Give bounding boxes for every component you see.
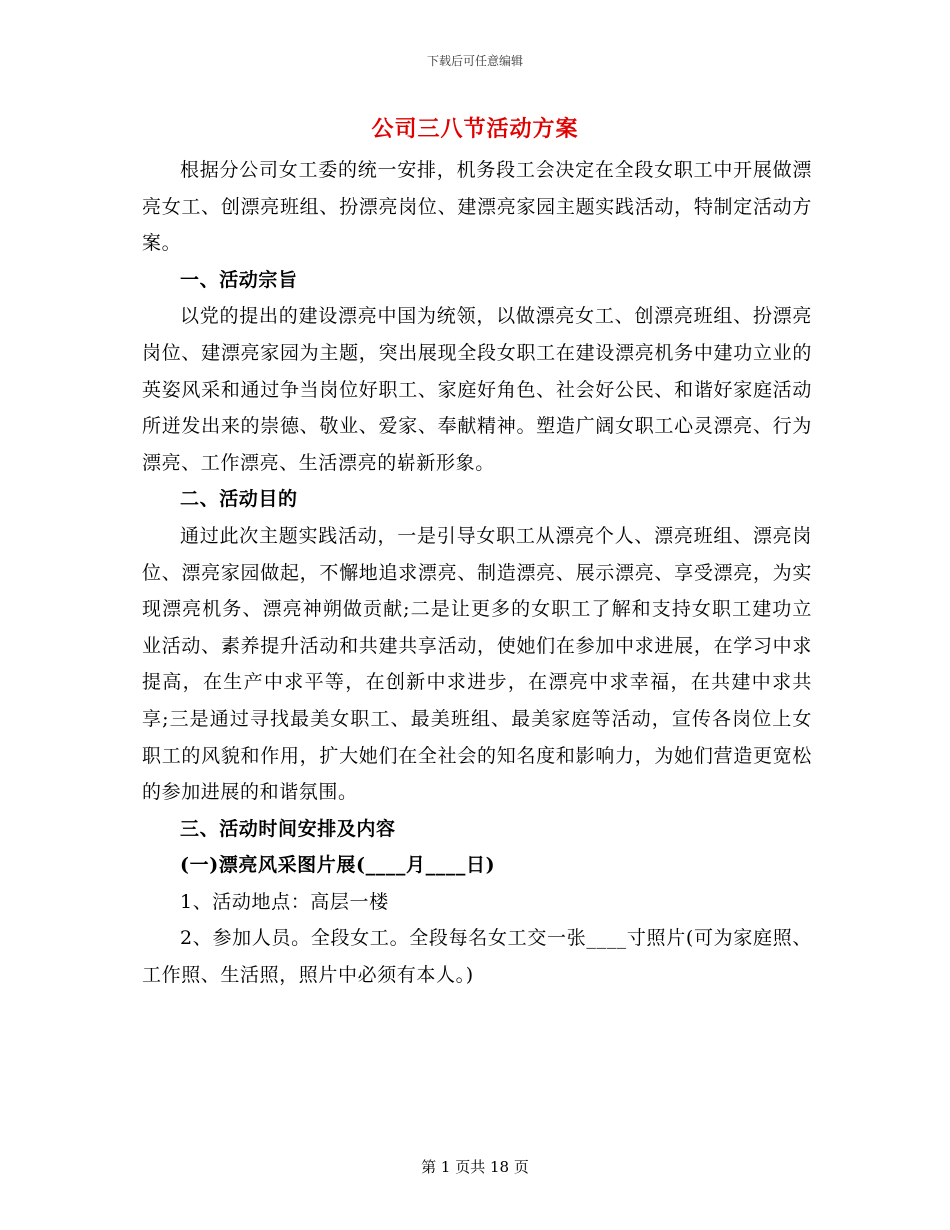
list-item-participants: 2、参加人员。全段女工。全段每名女工交一张____寸照片(可为家庭照、工作照、生活照，照片中必须有本人。) [142, 927, 812, 987]
document-body [142, 152, 812, 994]
section-heading-purpose: 一、活动宗旨 [180, 268, 298, 291]
intro-paragraph: 根据分公司女工委的统一安排，机务段工会决定在全段女职工中开展做漂亮女工、创漂亮班组、扮漂亮岗位、建漂亮家园主题实践活动，特制定活动方案。 [142, 159, 812, 255]
list-item-location: 1、活动地点：高层一楼 [180, 890, 389, 913]
subsection-heading-photo-exhibit: (一)漂亮风采图片展(____月____日) [180, 854, 496, 877]
page-header: 下载后可任意编辑 [426, 54, 523, 68]
section-heading-goal: 二、活动目的 [180, 488, 298, 511]
page-footer: 第 1 页共 18 页 [421, 1158, 529, 1176]
section-heading-schedule: 三、活动时间安排及内容 [180, 817, 396, 840]
purpose-paragraph: 以党的提出的建设漂亮中国为统领，以做漂亮女工、创漂亮班组、扮漂亮岗位、建漂亮家园为主题，突出展现全段女职工在建设漂亮机务中建功立业的英姿风采和通过争当岗位好职工、家庭好角色、社会好公民、和谐好家庭活动所迸发出来的崇德、敬业、爱家、奉献精神。塑造广阔女职工心灵漂亮、行为漂亮、工作漂亮、生活漂亮的崭新形象。 [142, 305, 812, 474]
document-title: 公司三八节活动方案 [371, 116, 579, 142]
goal-paragraph: 通过此次主题实践活动，一是引导女职工从漂亮个人、漂亮班组、漂亮岗位、漂亮家园做起，不懈地追求漂亮、制造漂亮、展示漂亮、享受漂亮，为实现漂亮机务、漂亮神朔做贡献;二是让更多的女职工了解和支持女职工建功立业活动、素养提升活动和共建共享活动，使她们在参加中求进展，在学习中求提高，在生产中求平等，在创新中求进步，在漂亮中求幸福，在共建中求共享;三是通过寻找最美女职工、最美班组、最美家庭等活动，宣传各岗位上女职工的风貌和作用，扩大她们在全社会的知名度和影响力，为她们营造更宽松的参加进展的和谐氛围。 [142, 524, 812, 804]
